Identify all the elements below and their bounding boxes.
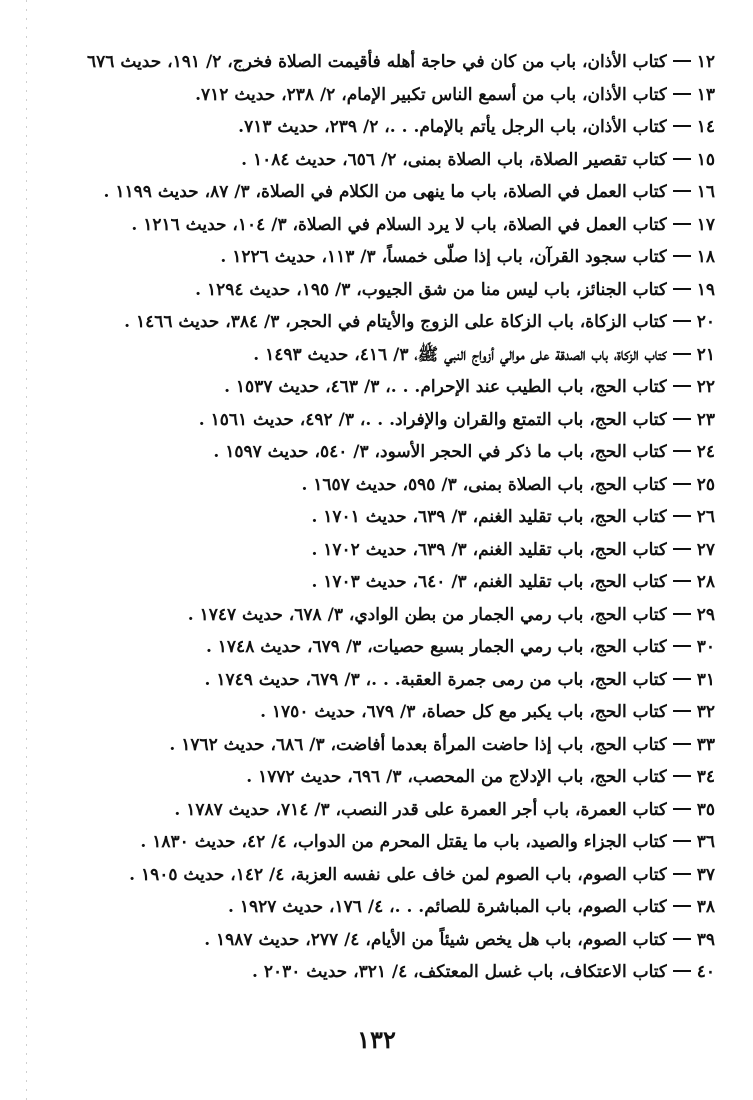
- entry-number: ١٢: [696, 52, 715, 72]
- entry-text: كتاب الصوم، باب هل يخص شيئاً من الأيام، ٤/ ٢٧٧، حديث ١٩٨٧ .: [204, 929, 667, 950]
- entry-number: ٢٣: [696, 409, 715, 430]
- entry-number: ٢٤: [696, 442, 715, 462]
- entry-text: كتاب الحج، باب يكبر مع كل حصاة، ٣/ ٦٧٩، حديث ١٧٥٠ .: [260, 702, 667, 722]
- entry-number: ١٩: [696, 279, 715, 300]
- entry-text: كتاب الحج، باب من رمى جمرة العقبة. . .، ٣/ ٦٧٩، حديث ١٧٤٩ .: [204, 669, 667, 690]
- reference-entry: [25, 664, 715, 697]
- reference-entry: [25, 956, 715, 989]
- reference-entry: [25, 566, 715, 599]
- entry-number: ٢٩: [696, 604, 715, 625]
- entry-text: كتاب الجزاء والصيد، باب ما يقتل المحرم من الدواب، ٤/ ٤٢، حديث ١٨٣٠ .: [140, 832, 667, 852]
- entry-number: ٣٨: [696, 897, 715, 917]
- entry-number: ٣٥: [696, 799, 715, 820]
- reference-entry: [25, 371, 715, 404]
- entry-dash: [673, 515, 691, 517]
- entry-number: ١٧: [696, 214, 715, 235]
- reference-entry: [25, 339, 715, 372]
- entry-number: ١٤: [696, 117, 715, 137]
- reference-entry: [25, 469, 715, 502]
- reference-entry: [25, 631, 715, 664]
- entry-number: ٣٢: [696, 702, 715, 722]
- entry-number: ٢١: [696, 344, 715, 365]
- entry-text: كتاب الحج، باب رمي الجمار بسبع حصيات، ٣/ ٦٧٩، حديث ١٧٤٨ .: [205, 637, 667, 657]
- entry-number: ٣٩: [696, 929, 715, 950]
- entry-text: كتاب الزكاة، باب الصدقة على موالي أزواج النبي ﷺ، ٣/ ٤١٦، حديث ١٤٩٣ .: [253, 344, 667, 365]
- reference-list: [25, 46, 715, 989]
- entry-text: كتاب الصوم، باب الصوم لمن خاف على نفسه العزبة، ٤/ ١٤٢، حديث ١٩٠٥ .: [129, 864, 667, 885]
- reference-entry: [25, 436, 715, 469]
- entry-text: كتاب الحج، باب ما ذكر في الحجر الأسود، ٣/ ٥٤٠، حديث ١٥٩٧ .: [213, 442, 667, 462]
- entry-text: كتاب العمرة، باب أجر العمرة على قدر النصب، ٣/ ٧١٤، حديث ١٧٨٧ .: [174, 799, 667, 820]
- entry-dash: [673, 255, 691, 257]
- entry-text: كتاب الحج، باب الطيب عند الإحرام. . .، ٣/ ٤٦٣، حديث ١٥٣٧ .: [224, 377, 667, 397]
- entry-dash: [673, 93, 691, 95]
- reference-entry: [25, 696, 715, 729]
- entry-dash: [673, 353, 691, 355]
- entry-text: كتاب الزكاة، باب الزكاة على الزوج والأيتام في الحجر، ٣/ ٣٨٤، حديث ١٤٦٦ .: [124, 312, 667, 332]
- entry-dash: [673, 125, 691, 127]
- entry-number: ٢٥: [696, 474, 715, 495]
- entry-dash: [673, 418, 691, 420]
- entry-number: ١٣: [696, 84, 715, 105]
- entry-dash: [673, 548, 691, 550]
- reference-entry: [25, 501, 715, 534]
- reference-entry: [25, 924, 715, 957]
- entry-number: ٣٠: [696, 637, 715, 657]
- entry-text: كتاب العمل في الصلاة، باب ما ينهى من الكلام في الصلاة، ٣/ ٨٧، حديث ١١٩٩ .: [103, 182, 667, 202]
- reference-entry: [25, 111, 715, 144]
- entry-number: ١٦: [696, 182, 715, 202]
- reference-entry: [25, 534, 715, 567]
- entry-text: كتاب الصوم، باب المباشرة للصائم. . .، ٤/ ١٧٦، حديث ١٩٢٧ .: [227, 897, 667, 917]
- reference-entry: [25, 599, 715, 632]
- reference-entry: [25, 176, 715, 209]
- entry-number: ٣٣: [696, 734, 715, 755]
- entry-text: كتاب تقصير الصلاة، باب الصلاة بمنى، ٢/ ٦٥٦، حديث ١٠٨٤ .: [241, 149, 667, 170]
- entry-dash: [673, 288, 691, 290]
- entry-text: كتاب الحج، باب رمي الجمار من بطن الوادي، ٣/ ٦٧٨، حديث ١٧٤٧ .: [187, 604, 667, 625]
- entry-dash: [673, 190, 691, 192]
- entry-text: كتاب الحج، باب تقليد الغنم، ٣/ ٦٤٠، حديث ١٧٠٣ .: [311, 572, 667, 592]
- entry-dash: [673, 450, 691, 452]
- entry-dash: [673, 60, 691, 62]
- reference-entry: [25, 79, 715, 112]
- entry-dash: [673, 385, 691, 387]
- entry-number: ٢٦: [696, 507, 715, 527]
- entry-text: كتاب الحج، باب الصلاة بمنى، ٣/ ٥٩٥، حديث ١٦٥٧ .: [301, 474, 667, 495]
- entry-dash: [673, 678, 691, 680]
- reference-entry: [25, 404, 715, 437]
- reference-entry: [25, 144, 715, 177]
- entry-number: ٢٠: [696, 312, 715, 332]
- reference-entry: [25, 826, 715, 859]
- entry-text: كتاب الأذان، باب الرجل يأتم بالإمام. . .، ٢/ ٢٣٩، حديث ٧١٣.: [238, 117, 667, 137]
- entry-dash: [673, 483, 691, 485]
- entry-number: ٢٨: [696, 572, 715, 592]
- page-number: ١٣٢: [357, 1025, 396, 1054]
- entry-text: كتاب الحج، باب التمتع والقران والإفراد. . .، ٣/ ٤٩٢، حديث ١٥٦١ .: [198, 409, 667, 430]
- entry-dash: [673, 743, 691, 745]
- entry-dash: [673, 808, 691, 810]
- entry-dash: [673, 775, 691, 777]
- entry-text: كتاب الحج، باب الإدلاج من المحصب، ٣/ ٦٩٦، حديث ١٧٧٢ .: [246, 767, 667, 787]
- reference-entry: [25, 794, 715, 827]
- entry-number: ٢٧: [696, 539, 715, 560]
- entry-dash: [673, 905, 691, 907]
- reference-entry: [25, 274, 715, 307]
- reference-entry: [25, 306, 715, 339]
- entry-number: ٢٢: [696, 377, 715, 397]
- reference-entry: [25, 859, 715, 892]
- entry-dash: [673, 840, 691, 842]
- entry-dash: [673, 320, 691, 322]
- reference-entry: [25, 46, 715, 79]
- entry-text: كتاب سجود القرآن، باب إذا صلّى خمساً، ٣/ ١١٣، حديث ١٢٢٦ .: [220, 247, 667, 267]
- entry-text: كتاب الحج، باب إذا حاضت المرأة بعدما أفاضت، ٣/ ٦٨٦، حديث ١٧٦٢ .: [169, 734, 667, 755]
- entry-number: ٣٤: [696, 767, 715, 787]
- reference-entry: [25, 761, 715, 794]
- reference-entry: [25, 891, 715, 924]
- entry-dash: [673, 970, 691, 972]
- entry-number: ٣١: [696, 669, 715, 690]
- entry-dash: [673, 580, 691, 582]
- entry-text: كتاب الحج، باب تقليد الغنم، ٣/ ٦٣٩، حديث ١٧٠٢ .: [311, 539, 667, 560]
- entry-dash: [673, 873, 691, 875]
- entry-number: ٣٦: [696, 832, 715, 852]
- entry-number: ٤٠: [696, 962, 715, 982]
- entry-number: ١٥: [696, 149, 715, 170]
- entry-text: كتاب الاعتكاف، باب غسل المعتكف، ٤/ ٣٢١، حديث ٢٠٣٠ .: [252, 962, 667, 982]
- reference-entry: [25, 209, 715, 242]
- entry-text: كتاب الحج، باب تقليد الغنم، ٣/ ٦٣٩، حديث ١٧٠١ .: [311, 507, 667, 527]
- entry-number: ٣٧: [696, 864, 715, 885]
- entry-dash: [673, 613, 691, 615]
- entry-dash: [673, 223, 691, 225]
- entry-dash: [673, 158, 691, 160]
- entry-number: ١٨: [696, 247, 715, 267]
- entry-text: كتاب العمل في الصلاة، باب لا يرد السلام في الصلاة، ٣/ ١٠٤، حديث ١٢١٦ .: [131, 214, 667, 235]
- entry-dash: [673, 645, 691, 647]
- reference-entry: [25, 729, 715, 762]
- entry-dash: [673, 710, 691, 712]
- entry-dash: [673, 938, 691, 940]
- entry-text: كتاب الأذان، باب من أسمع الناس تكبير الإمام، ٢/ ٢٣٨، حديث ٧١٢.: [195, 84, 667, 105]
- entry-text: كتاب الأذان، باب من كان في حاجة أهله فأقيمت الصلاة فخرج، ٢/ ١٩١، حديث ٦٧٦: [87, 52, 667, 72]
- entry-text: كتاب الجنائز، باب ليس منا من شق الجيوب، ٣/ ١٩٥، حديث ١٢٩٤ .: [195, 279, 667, 300]
- reference-entry: [25, 241, 715, 274]
